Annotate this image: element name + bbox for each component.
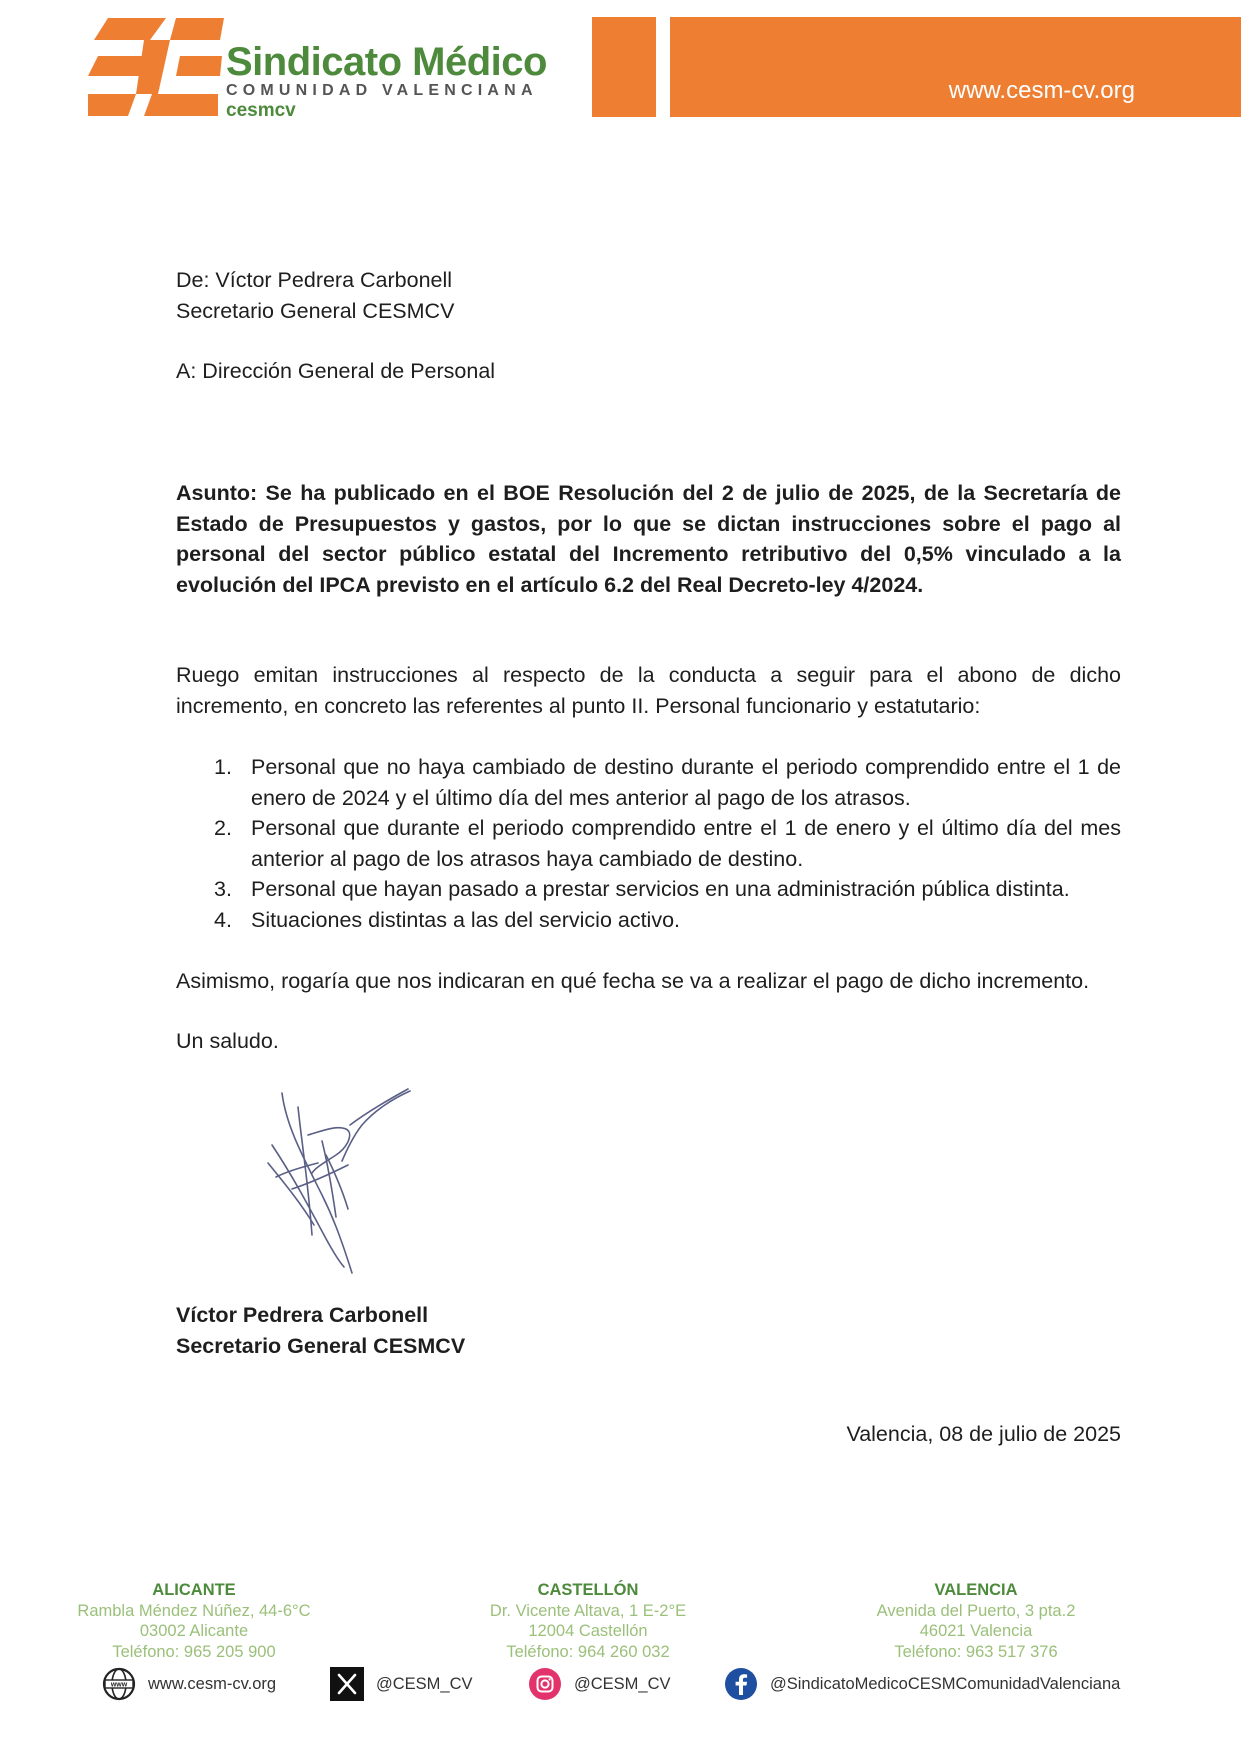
x-handle: @CESM_CV [376, 1674, 473, 1693]
office-address: Avenida del Puerto, 3 pta.2 [876, 1601, 1076, 1620]
instagram-link[interactable] [528, 1666, 671, 1702]
from-title: Secretario General CESMCV [176, 298, 455, 323]
list-item-number: 2. [214, 816, 232, 840]
list-item [176, 813, 1121, 874]
instagram-handle: @CESM_CV [574, 1674, 671, 1693]
payment-date-request: Asimismo, rogaría que nos indicaran en qué fecha se va a realizar el pago de dicho incremento. [176, 969, 1090, 993]
x-icon [330, 1667, 364, 1701]
recipient-line: A: Dirección General de Personal [176, 359, 496, 383]
list-item-text: Personal que hayan pasado a prestar servicios en una administración pública distinta. [251, 877, 1070, 901]
svg-text:www: www [110, 1681, 128, 1689]
list-item-number: 1. [214, 755, 232, 779]
office-phone: Teléfono: 964 260 032 [506, 1642, 670, 1661]
list-item [176, 752, 1121, 813]
organization-logo [88, 18, 547, 121]
logo-mark-icon [88, 18, 224, 118]
list-item [176, 874, 1121, 905]
facebook-handle: @SindicatoMedicoCESMComunidadValenciana [770, 1674, 1121, 1693]
office-castellon [438, 1580, 738, 1662]
list-item-text: Personal que no haya cambiado de destino durante el periodo comprendido entre el 1 de enero de 2024 y el último día del mes anterior al pago de los atrasos. [251, 755, 1121, 810]
sender-block [176, 265, 1121, 326]
globe-icon [102, 1667, 136, 1701]
header-website-link[interactable]: www.cesm-cv.org [948, 77, 1135, 104]
signer-title: Secretario General CESMCV [176, 1333, 466, 1358]
list-item-number: 3. [214, 877, 232, 901]
handwritten-signature [262, 1085, 442, 1285]
website-label: www.cesm-cv.org [148, 1674, 277, 1693]
header-accent-bar [592, 17, 656, 117]
office-address: Dr. Vicente Altava, 1 E-2°E [489, 1601, 687, 1620]
greeting: Un saludo. [176, 1029, 279, 1053]
office-postal: 12004 Castellón [528, 1622, 648, 1640]
office-postal: 46021 Valencia [919, 1622, 1033, 1640]
numbered-list [176, 752, 1121, 935]
org-name: Sindicato Médico [226, 40, 547, 84]
office-phone: Teléfono: 963 517 376 [894, 1642, 1058, 1661]
signer-name: Víctor Pedrera Carbonell [176, 1303, 429, 1327]
office-city: VALENCIA [934, 1581, 1018, 1599]
subject-paragraph: Asunto: Se ha publicado en el BOE Resolución del 2 de julio de 2025, de la Secretaría de Estado de Presupuestos y gastos, por lo que se dictan instrucciones sobre el pago al personal del sector público estatal del Incremento retributivo del 0,5% vinculado a la evolución del IPCA previsto en el artículo 6.2 del Real Decreto-ley 4/2024. [176, 481, 1121, 597]
office-phone: Teléfono: 965 205 900 [112, 1642, 276, 1661]
website-link[interactable] [102, 1666, 276, 1702]
org-short-name: cesmcv [226, 100, 296, 121]
x-link[interactable] [330, 1666, 473, 1702]
facebook-link[interactable] [724, 1666, 1120, 1702]
office-valencia [826, 1580, 1126, 1662]
from-line: De: Víctor Pedrera Carbonell [176, 268, 453, 292]
request-paragraph: Ruego emitan instrucciones al respecto de la conducta a seguir para el abono de dicho incremento, en concreto las referentes al punto II. Personal funcionario y estatutario: [176, 663, 1121, 718]
office-city: CASTELLÓN [537, 1581, 639, 1599]
org-region: COMUNIDAD VALENCIANA [226, 82, 538, 99]
list-item-text: Personal que durante el periodo comprendido entre el 1 de enero y el último día del mes anterior al pago de los atrasos haya cambiado de destino. [251, 816, 1121, 871]
list-item-text: Situaciones distintas a las del servicio activo. [251, 907, 681, 932]
office-city: ALICANTE [152, 1581, 236, 1599]
signature-block [176, 1300, 1121, 1361]
list-item-number: 4. [214, 907, 232, 932]
date-line: Valencia, 08 de julio de 2025 [846, 1422, 1121, 1446]
facebook-icon [724, 1667, 758, 1701]
office-address: Rambla Méndez Núñez, 44-6°C [77, 1601, 311, 1620]
list-item [176, 905, 1121, 936]
office-alicante [44, 1580, 344, 1662]
office-postal: 03002 Alicante [139, 1622, 249, 1640]
instagram-icon [528, 1667, 562, 1701]
